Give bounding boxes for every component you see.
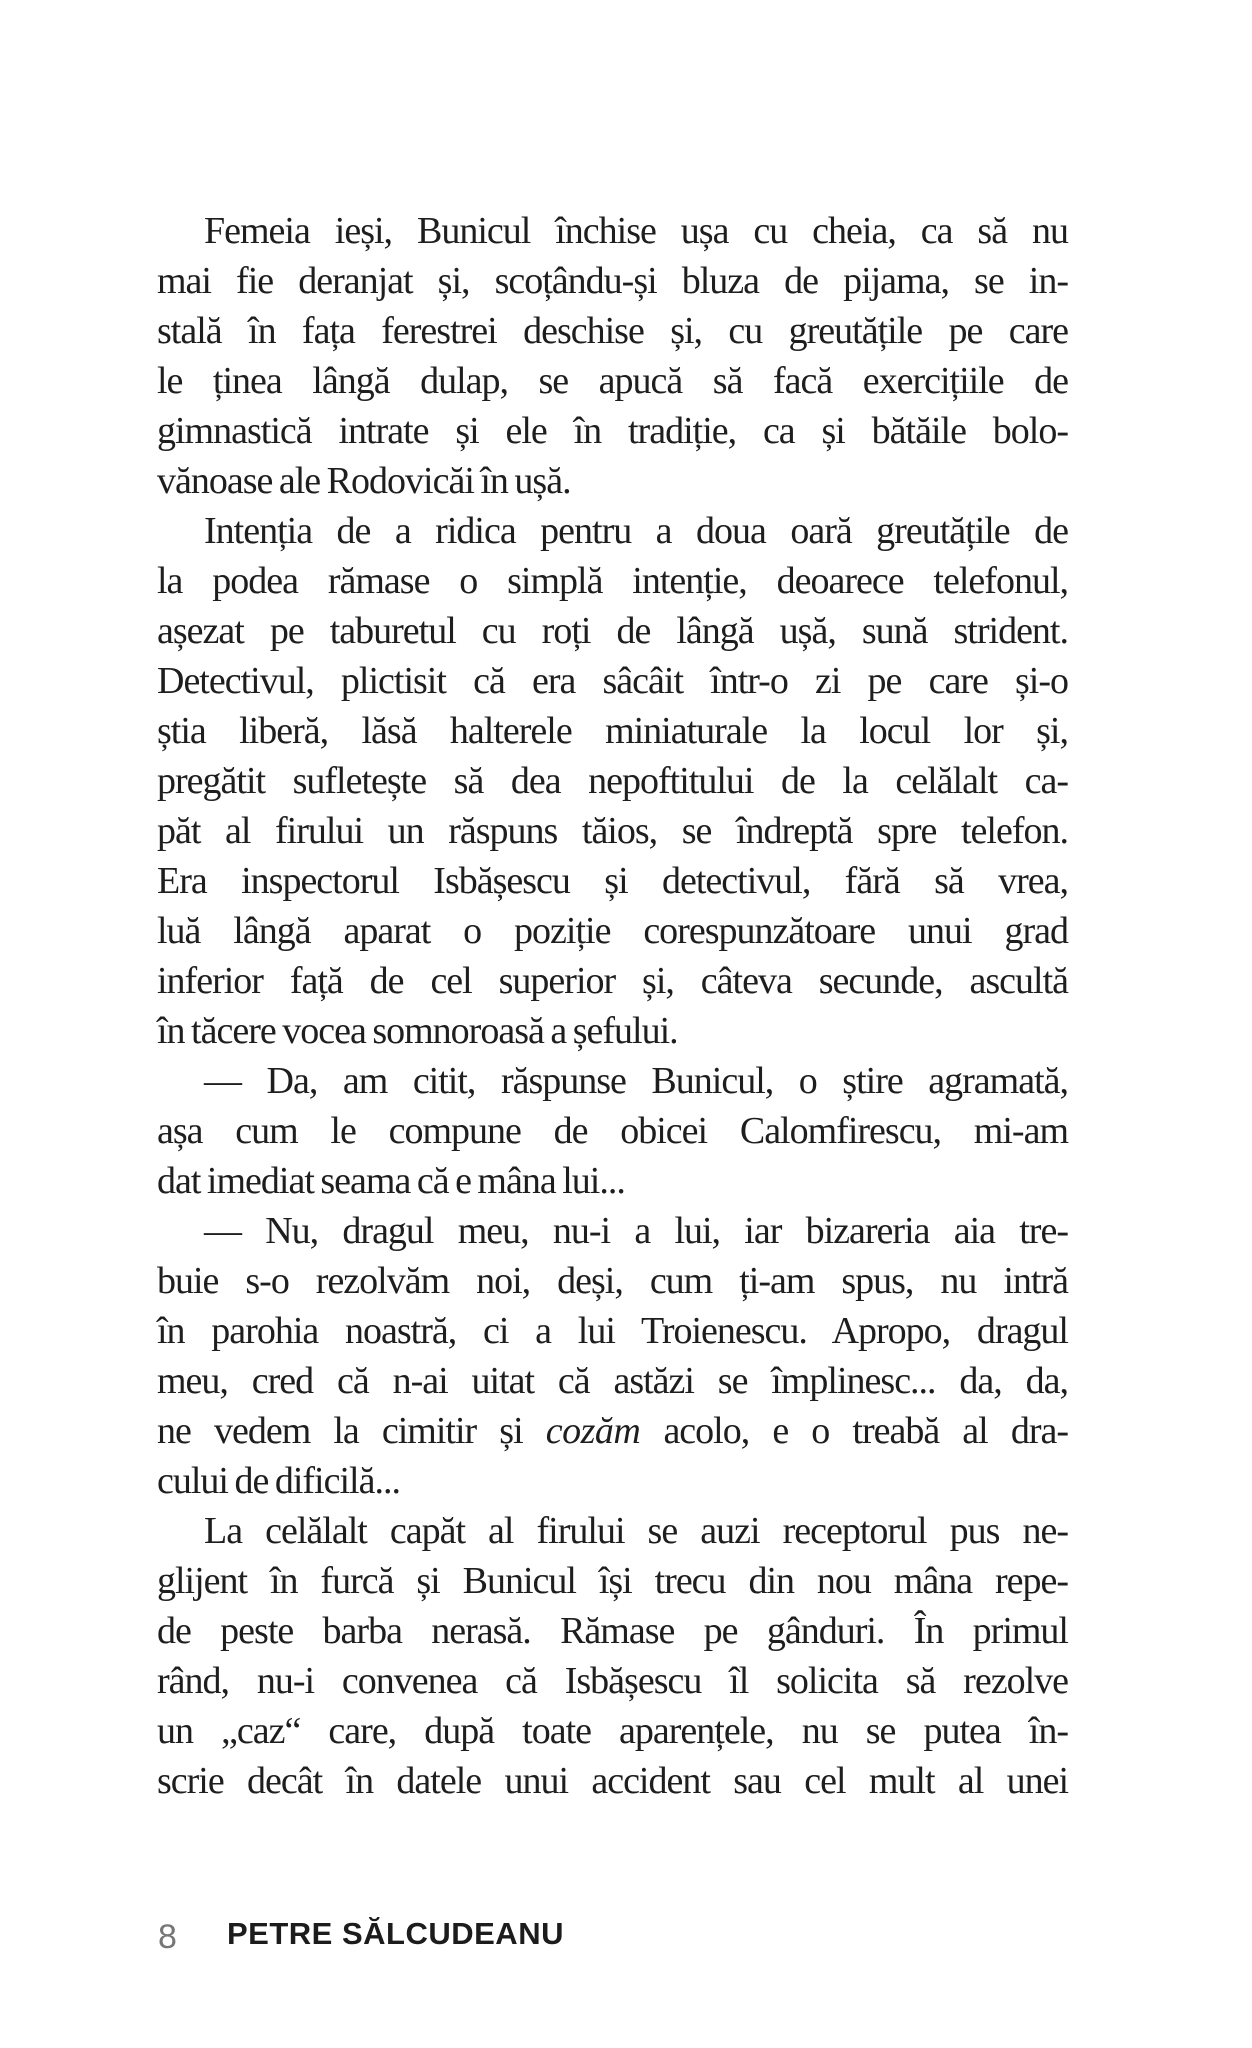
text-line	[157, 706, 1068, 756]
page-number: 8	[158, 1918, 177, 1956]
text-line	[157, 1306, 1068, 1356]
text-segment: în parohia noastră, ci a lui Troienescu. Apropo, dragul	[157, 1310, 1068, 1352]
text-line	[157, 556, 1068, 606]
text-line	[157, 1006, 1068, 1056]
text-line	[157, 256, 1068, 306]
text-line	[157, 1406, 1068, 1456]
text-segment: gimnastică intrate și ele în tradiție, ca și bătăile bolo-	[157, 410, 1068, 452]
text-segment: Intenția de a ridica pentru a doua oară greutățile de	[204, 510, 1068, 552]
text-line	[157, 856, 1068, 906]
text-line	[157, 1206, 1068, 1256]
text-line	[157, 656, 1068, 706]
text-segment: glijent în furcă și Bunicul își trecu din nou mâna repe-	[157, 1560, 1068, 1602]
text-line	[157, 1156, 1068, 1206]
text-segment: — Nu, dragul meu, nu-i a lui, iar bizareria aia tre-	[204, 1210, 1068, 1252]
text-line	[157, 806, 1068, 856]
text-line	[157, 456, 1068, 506]
text-segment: cului de dificilă...	[157, 1460, 400, 1502]
text-segment: așa cum le compune de obicei Calomfirescu, mi-am	[157, 1110, 1068, 1152]
text-line	[157, 1256, 1068, 1306]
text-segment: așezat pe taburetul cu roți de lângă ușă, sună strident.	[157, 610, 1068, 652]
text-line	[157, 1506, 1068, 1556]
text-segment: le ținea lângă dulap, se apucă să facă exercițiile de	[157, 360, 1068, 402]
text-segment: meu, cred că n-ai uitat că astăzi se împlinesc... da, da,	[157, 1360, 1068, 1402]
text-segment: păt al firului un răspuns tăios, se îndreptă spre telefon.	[157, 810, 1068, 852]
text-line	[157, 1656, 1068, 1706]
text-segment: scrie decât în datele unui accident sau cel mult al unei	[157, 1760, 1068, 1802]
text-segment: acolo, e o treabă al dra-	[640, 1410, 1068, 1452]
text-segment: vănoase ale Rodovicăi în ușă.	[157, 460, 571, 502]
italic-text-segment: cozăm	[545, 1410, 641, 1452]
text-segment: la podea rămase o simplă intenție, deoarece telefonul,	[157, 560, 1068, 602]
text-segment: inferior față de cel superior și, câteva secunde, ascultă	[157, 960, 1068, 1002]
footer-author: PETRE SĂLCUDEANU	[227, 1916, 564, 1951]
text-segment: stală în fața ferestrei deschise și, cu greutățile pe care	[157, 310, 1068, 352]
text-segment: pregătit sufletește să dea nepoftitului de la celălalt ca-	[157, 760, 1068, 802]
text-segment: mai fie deranjat și, scoțându-și bluza de pijama, se in-	[157, 260, 1068, 302]
text-line	[157, 1456, 1068, 1506]
text-segment: în tăcere vocea somnoroasă a șefului.	[157, 1010, 678, 1052]
text-segment: buie s-o rezolvăm noi, deși, cum ți-am spus, nu intră	[157, 1260, 1068, 1302]
text-line	[157, 406, 1068, 456]
text-line	[157, 1106, 1068, 1156]
text-line	[157, 506, 1068, 556]
text-segment: Era inspectorul Isbășescu și detectivul, fără să vrea,	[157, 860, 1068, 902]
text-segment: de peste barba nerasă. Rămase pe gânduri. În primul	[157, 1610, 1068, 1652]
text-segment: dat imediat seama că e mâna lui...	[157, 1160, 625, 1202]
text-segment: luă lângă aparat o poziție corespunzătoare unui grad	[157, 910, 1068, 952]
text-line	[157, 906, 1068, 956]
text-line	[157, 306, 1068, 356]
text-line	[157, 1556, 1068, 1606]
text-line	[157, 756, 1068, 806]
text-segment: La celălalt capăt al firului se auzi receptorul pus ne-	[204, 1510, 1068, 1552]
text-line	[157, 1756, 1068, 1806]
text-line	[157, 206, 1068, 256]
text-line	[157, 606, 1068, 656]
text-segment: — Da, am citit, răspunse Bunicul, o știre agramată,	[204, 1060, 1068, 1102]
text-segment: Femeia ieși, Bunicul închise ușa cu cheia, ca să nu	[204, 210, 1068, 252]
text-segment: un „caz“ care, după toate aparențele, nu se putea în-	[157, 1710, 1068, 1752]
text-line	[157, 356, 1068, 406]
text-line	[157, 1706, 1068, 1756]
text-segment: știa liberă, lăsă halterele miniaturale la locul lor și,	[157, 710, 1068, 752]
text-segment: Detectivul, plictisit că era sâcâit într-o zi pe care și-o	[157, 660, 1068, 702]
text-line	[157, 1056, 1068, 1106]
text-line	[157, 1356, 1068, 1406]
text-line	[157, 956, 1068, 1006]
page-footer	[0, 1916, 1252, 1960]
text-segment: ne vedem la cimitir și	[157, 1410, 546, 1452]
text-block	[157, 206, 1068, 1806]
text-line	[157, 1606, 1068, 1656]
text-segment: rând, nu-i convenea că Isbășescu îl solicita să rezolve	[157, 1660, 1068, 1702]
